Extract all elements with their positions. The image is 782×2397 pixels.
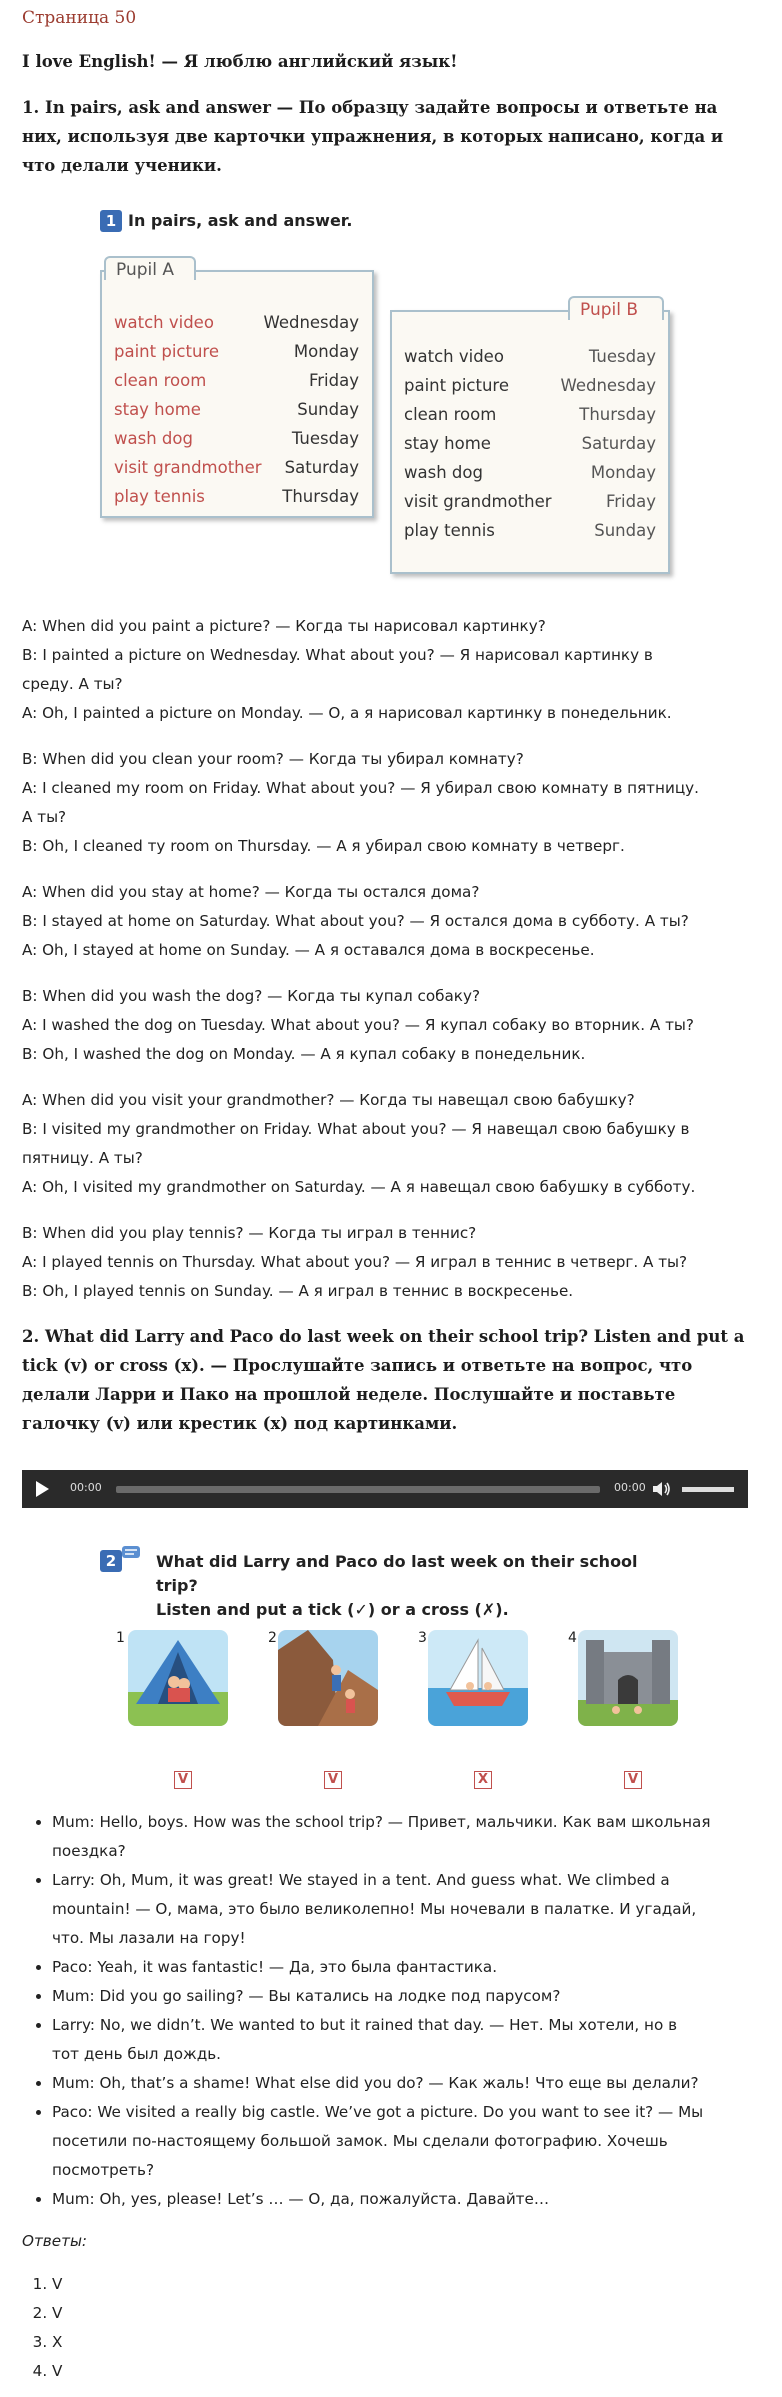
dialog-line: тот день был дождь. <box>52 2045 222 2063</box>
dialog-line: поездка? <box>52 1842 126 1860</box>
tent-picture <box>128 1630 228 1726</box>
dialog-line: A: Oh, I painted a picture on Monday. — О, а я нарисовал картинку в понедельник. <box>22 704 672 722</box>
task1-heading-line: что делали ученики. <box>22 156 222 175</box>
dialog-line: • Mum: Did you go sailing? — Вы катались на лодке под парусом? <box>52 1987 561 2005</box>
progress-track[interactable] <box>116 1486 600 1493</box>
day: Sunday <box>297 400 359 419</box>
picture-number: 3 <box>418 1630 427 1646</box>
pupil-b-row <box>404 342 656 371</box>
dialog-line: A: When did you paint a picture? — Когда ты нарисовал картинку? <box>22 617 546 635</box>
dialog-line: A: I cleaned my room on Friday. What about you? — Я убирал свою комнату в пятницу. <box>22 779 699 797</box>
pupil-b-row <box>404 516 656 545</box>
dialog-line: B: I stayed at home on Saturday. What about you? — Я остался дома в субботу. А ты? <box>22 912 689 930</box>
pupil-b-row <box>404 371 656 400</box>
dialog-line: посетили по-настоящему большой замок. Мы сделали фотографию. Хочешь <box>52 2132 668 2150</box>
answer-item: 1. V <box>52 2270 62 2299</box>
answer-mark: V <box>624 1771 642 1789</box>
pupil-b-rows <box>404 342 656 545</box>
list-item <box>52 1953 782 1982</box>
dialog-block <box>22 982 762 1069</box>
duration: 00:00 <box>614 1481 646 1494</box>
dialog-line: A: Oh, I visited my grandmother on Saturday. — А я навещал свою бабушку в субботу. <box>22 1178 696 1196</box>
day: Monday <box>590 463 656 482</box>
audio-player <box>22 1470 748 1508</box>
answer-item: 4. V <box>52 2357 62 2386</box>
dialog-line: • Larry: No, we didn’t. We wanted to but it rained that day. — Нет. Мы хотели, но в <box>52 2016 678 2034</box>
dialog-line: B: When did you wash the dog? — Когда ты купал собаку? <box>22 987 481 1005</box>
day: Tuesday <box>588 347 656 366</box>
activity: clean room <box>114 371 207 390</box>
dialog-line: B: Oh, I cleaned ту room on Thursday. — А я убирал свою комнату в четверг. <box>22 837 625 855</box>
pupil-b-row <box>404 400 656 429</box>
activity: wash dog <box>404 463 483 482</box>
dialog-line: B: When did you clean your room? — Когда ты убирал комнату? <box>22 750 524 768</box>
dialog-line: B: I visited my grandmother on Friday. What about you? — Я навещал свою бабушку в <box>22 1120 690 1138</box>
answer-mark: V <box>174 1771 192 1789</box>
dialog-line: A: I washed the dog on Tuesday. What about you? — Я купал собаку во вторник. А ты? <box>22 1016 694 1034</box>
dialog-line: А ты? <box>22 808 67 826</box>
dialog-block <box>22 1219 762 1306</box>
day: Friday <box>605 492 656 511</box>
pupil-b-row <box>404 429 656 458</box>
headphones-icon <box>120 1542 142 1562</box>
activity: paint picture <box>114 342 219 361</box>
activity: stay home <box>114 400 201 419</box>
day: Tuesday <box>291 429 359 448</box>
dialog-block <box>22 745 762 861</box>
dialog-line: B: Oh, I played tennis on Sunday. — А я играл в теннис в воскресенье. <box>22 1282 574 1300</box>
pupil-a-rows <box>114 308 359 511</box>
answer-item: 3. X <box>52 2328 62 2357</box>
day: Thursday <box>282 487 359 506</box>
activity: wash dog <box>114 429 193 448</box>
activity: watch video <box>404 347 504 366</box>
dialog-line: что. Мы лазали на гору! <box>52 1929 246 1947</box>
dialog-line: B: When did you play tennis? — Когда ты играл в теннис? <box>22 1224 477 1242</box>
exercise1-title-text: In pairs, ask and answer. <box>128 211 353 230</box>
pupil-a-row <box>114 337 359 366</box>
dialog-block <box>22 1086 762 1202</box>
dialog-line: • Larry: Oh, Mum, it was great! We stayed in a tent. And guess what. We climbed a <box>52 1871 670 1889</box>
activity: play tennis <box>114 487 205 506</box>
task2-heading-line: 2. What did Larry and Paco do last week on their school trip? Listen and put a <box>22 1327 745 1346</box>
answers-list <box>22 2270 62 2386</box>
activity: play tennis <box>404 521 495 540</box>
dialog-line: • Mum: Oh, yes, please! Let’s … — О, да, пожалуйста. Давайте… <box>52 2190 550 2208</box>
task2-heading <box>22 1322 757 1438</box>
pupil-a-row <box>114 424 359 453</box>
pupil-a-tab: Pupil A <box>104 256 196 280</box>
task2-heading-line: галочку (v) или крестик (x) под картинками. <box>22 1414 458 1433</box>
exercise2-title <box>156 1550 680 1622</box>
dialog-line: пятницу. А ты? <box>22 1149 143 1167</box>
dialog-line: A: Oh, I stayed at home on Sunday. — А я оставался дома в воскресенье. <box>22 941 595 959</box>
dialog-line: • Mum: Hello, boys. How was the school trip? — Привет, мальчики. Как вам школьная <box>52 1813 711 1831</box>
list-item <box>52 2185 782 2214</box>
activity: paint picture <box>404 376 509 395</box>
answer-mark: V <box>324 1771 342 1789</box>
day: Wednesday <box>560 376 656 395</box>
exercise2-badge <box>100 1550 122 1572</box>
dialog-line: посмотреть? <box>52 2161 155 2179</box>
activity: visit grandmother <box>404 492 552 511</box>
dialog-line: • Paco: Yeah, it was fantastic! — Да, это была фантастика. <box>52 1958 498 1976</box>
picture-number: 1 <box>116 1630 125 1646</box>
list-item <box>52 1982 782 2011</box>
list-item <box>52 1808 782 1866</box>
dialog-line: • Paco: We visited a really big castle. We’ve got a picture. Do you want to see it? — Мы <box>52 2103 704 2121</box>
activity: clean room <box>404 405 497 424</box>
day: Friday <box>308 371 359 390</box>
picture-number: 2 <box>268 1630 277 1646</box>
answer-mark: X <box>474 1771 492 1789</box>
day: Wednesday <box>263 313 359 332</box>
page-label: Страница 50 <box>22 8 137 28</box>
exercise2-title-line: What did Larry and Paco do last week on their school trip? <box>156 1552 638 1595</box>
dialog-line: B: Oh, I washed the dog on Monday. — А я купал собаку в понедельник. <box>22 1045 586 1063</box>
task1-heading <box>22 93 757 180</box>
pupil-b-tab: Pupil B <box>568 296 664 320</box>
list-item <box>52 2069 782 2098</box>
exercise2-image <box>100 1550 680 1787</box>
dialog-line: • Mum: Oh, that’s a shame! What else did you do? — Как жаль! Что еще вы делали? <box>52 2074 699 2092</box>
list-item <box>52 2011 782 2069</box>
pupil-a-row <box>114 366 359 395</box>
activity: visit grandmother <box>114 458 262 477</box>
picture-number: 4 <box>568 1630 577 1646</box>
sailing-picture <box>428 1630 528 1726</box>
volume-slider[interactable] <box>682 1487 734 1492</box>
castle-picture <box>578 1630 678 1726</box>
day: Thursday <box>579 405 656 424</box>
play-icon[interactable] <box>36 1481 49 1497</box>
task2-heading-line: tick (v) or cross (x). — Прослушайте запись и ответьте на вопрос, что <box>22 1356 693 1375</box>
day: Monday <box>293 342 359 361</box>
list-item <box>52 2098 782 2185</box>
exercise-number-badge: 2 <box>100 1550 122 1572</box>
day: Saturday <box>284 458 359 477</box>
day: Saturday <box>581 434 656 453</box>
day: Sunday <box>594 521 656 540</box>
page-title: I love English! — Я люблю английский язык! <box>22 52 458 71</box>
dialog-line: mountain! — О, мама, это было великолепно! Мы ночевали в палатке. И угадай, <box>52 1900 697 1918</box>
pupil-b-row <box>404 487 656 516</box>
mountain-picture <box>278 1630 378 1726</box>
pupil-a-row <box>114 482 359 511</box>
dialog-line: A: I played tennis on Thursday. What about you? — Я играл в теннис в четверг. А ты? <box>22 1253 688 1271</box>
exercise2-title-line: Listen and put a tick (✓) or a cross (✗). <box>156 1600 509 1619</box>
pupil-b-card <box>390 300 670 574</box>
dialog-line: среду. А ты? <box>22 675 123 693</box>
pupil-a-row <box>114 308 359 337</box>
pupil-b-row <box>404 458 656 487</box>
activity: watch video <box>114 313 214 332</box>
answers-heading: Ответы: <box>22 2232 88 2250</box>
dialog-line: B: I painted a picture on Wednesday. What about you? — Я нарисовал картинку в <box>22 646 653 664</box>
volume-icon[interactable] <box>653 1481 671 1497</box>
task1-heading-line: 1. In pairs, ask and answer — По образцу задайте вопросы и ответьте на <box>22 98 718 117</box>
answer-item: 2. V <box>52 2299 62 2328</box>
current-time: 00:00 <box>70 1481 102 1494</box>
activity: stay home <box>404 434 491 453</box>
dialog-line: A: When did you visit your grandmother? — Когда ты навещал свою бабушку? <box>22 1091 635 1109</box>
dialog-line: A: When did you stay at home? — Когда ты остался дома? <box>22 883 480 901</box>
exercise1-image <box>100 210 680 590</box>
task1-heading-line: них, используя две карточки упражнения, в которых написано, когда и <box>22 127 724 146</box>
exercise1-title <box>100 210 352 232</box>
pictures-row <box>100 1630 680 1787</box>
pupil-a-card <box>100 260 374 518</box>
dialog-block <box>22 878 762 965</box>
list-item <box>52 1866 782 1953</box>
pupil-a-row <box>114 453 359 482</box>
pupil-a-row <box>114 395 359 424</box>
exercise-number-badge: 1 <box>100 210 122 232</box>
dialog-block <box>22 612 762 728</box>
dialog-list <box>22 1808 782 2214</box>
task2-heading-line: делали Ларри и Пако на прошлой неделе. Послушайте и поставьте <box>22 1385 676 1404</box>
